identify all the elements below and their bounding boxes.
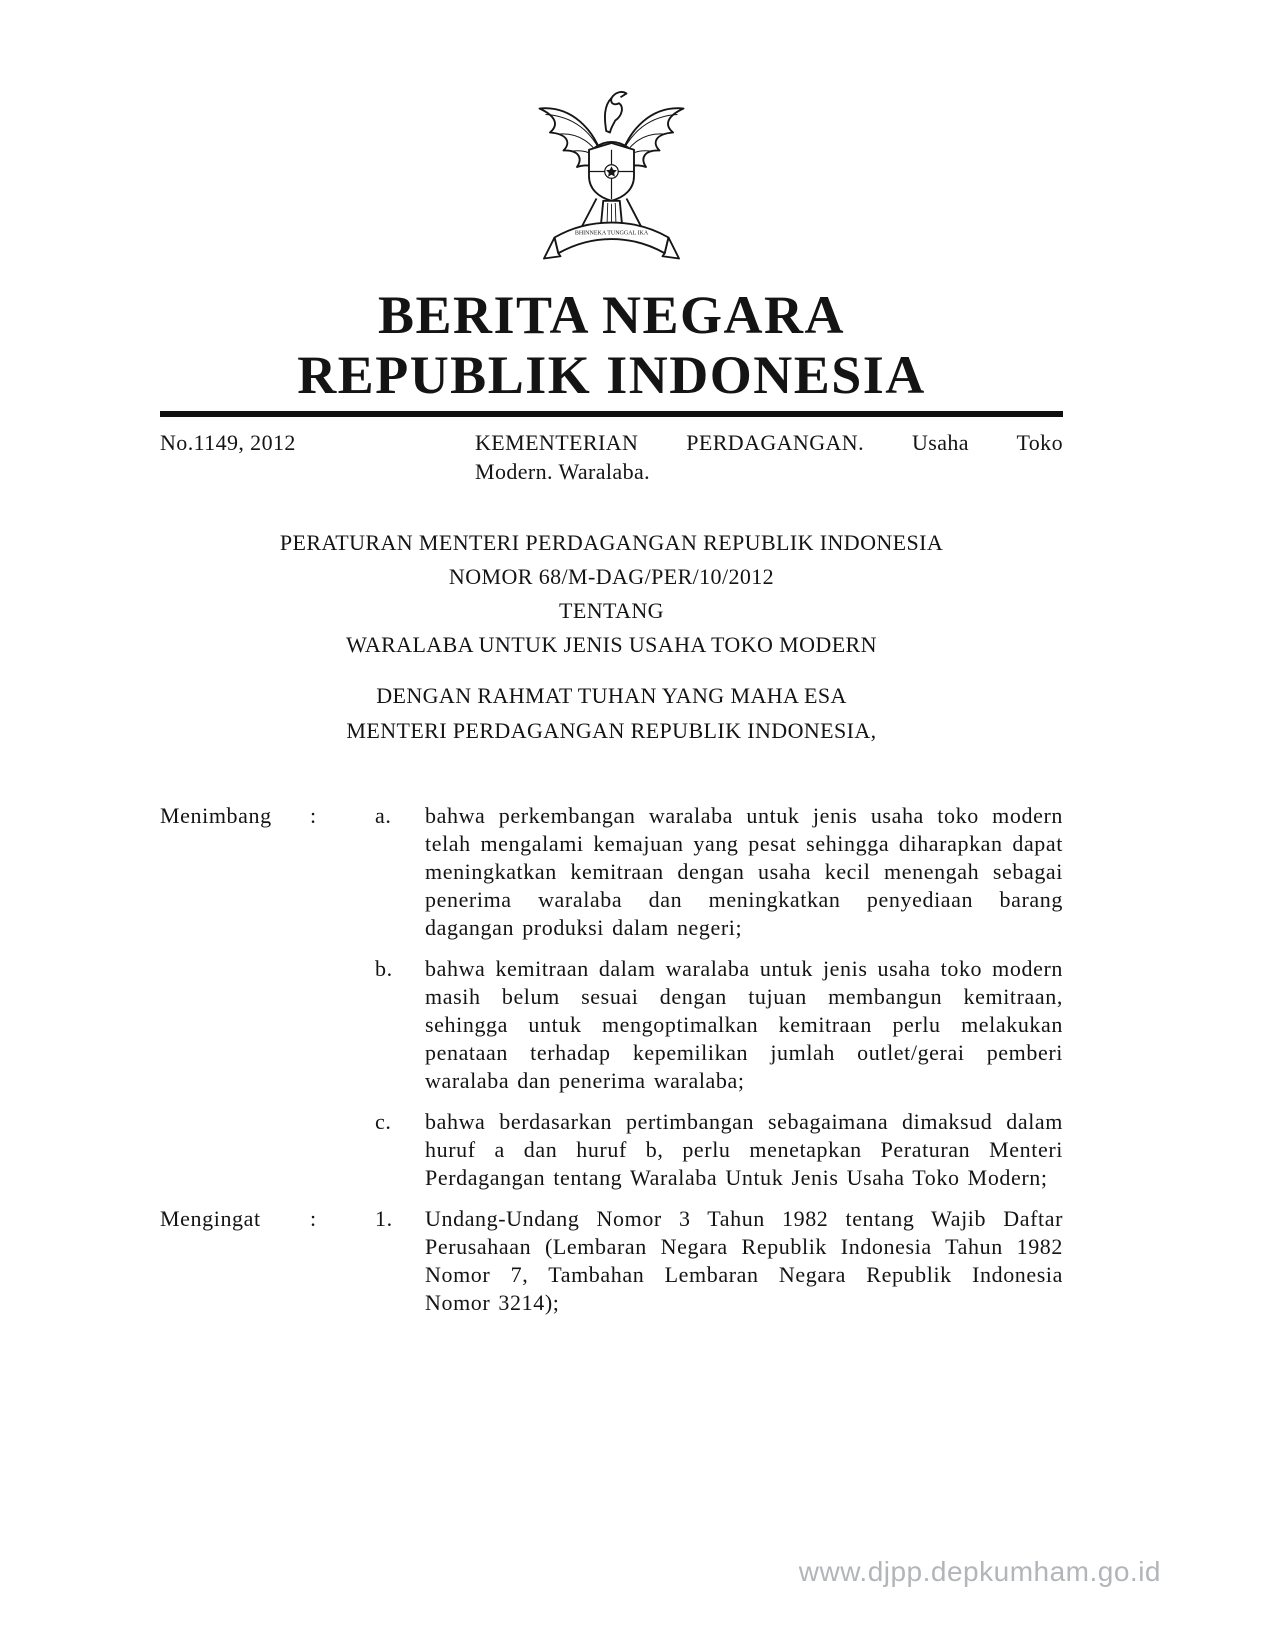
regulation-number-line: NOMOR 68/M-DAG/PER/10/2012: [448, 563, 775, 589]
gazette-title: [160, 286, 1063, 406]
garuda-pancasila-emblem: [160, 78, 1063, 274]
watermark: www.djpp.depkumham.go.id: [798, 1556, 1161, 1587]
label-spacer: [160, 955, 310, 1095]
mengingat-label: Mengingat: [160, 1205, 261, 1231]
invocation-line: DENGAN RAHMAT TUHAN YANG MAHA ESA: [376, 682, 847, 708]
menimbang-marker-c: c.: [375, 1108, 392, 1134]
menimbang-text-b: bahwa kemitraan dalam waralaba untuk jenis usaha toko modern masih belum sesuai dengan tujuan membangun kemitraan, sehingga untuk mengoptimalkan kemitraan perlu melakukan penataan terhadap kepemilikan jumlah outlet/gerai pemberi waralaba dan penerima waralaba;: [425, 955, 1063, 1093]
menimbang-colon: :: [310, 802, 317, 828]
mengingat-marker-1: 1.: [375, 1205, 393, 1231]
label-spacer: [160, 1108, 310, 1192]
colon-spacer: [310, 1108, 375, 1192]
issue-row: [160, 428, 1063, 486]
menimbang-label: Menimbang: [160, 802, 272, 828]
mengingat-colon: :: [310, 1205, 317, 1231]
regulation-title-block: [160, 526, 1063, 662]
menimbang-text-a: bahwa perkembangan waralaba untuk jenis usaha toko modern telah mengalami kemajuan yang pesat sehingga diharapkan dapat meningkatkan kemitraan dengan usaha kecil menengah sebagai penerima waralaba dan meningkatkan penyediaan barang dagangan produksi dalam negeri;: [425, 802, 1063, 940]
masthead: [160, 78, 1063, 486]
menimbang-marker-a: a.: [375, 802, 392, 828]
menimbang-item-b: [160, 955, 1063, 1095]
gazette-title-line-2: REPUBLIK INDONESIA: [297, 344, 926, 405]
issue-subject-line-2: Modern. Waralaba.: [475, 458, 651, 484]
page-content: [160, 0, 1063, 1330]
issue-number: No.1149, 2012: [160, 429, 296, 455]
emblem-motto: BHINNEKA TUNGGAL IKA: [574, 230, 649, 237]
menimbang-item-a: [160, 802, 1063, 942]
menimbang-marker-b: b.: [375, 955, 393, 981]
issue-subject-line-1: KEMENTERIAN PERDAGANGAN. Usaha Toko: [475, 429, 1063, 455]
mengingat-text-1: Undang-Undang Nomor 3 Tahun 1982 tentang Wajib Daftar Perusahaan (Lembaran Negara Republik Indonesia Tahun 1982 Nomor 7, Tambahan Lembaran Negara Republik Indonesia Nomor 3214);: [425, 1205, 1063, 1315]
gazette-title-line-1: BERITA NEGARA: [377, 285, 846, 345]
issue-subject: [475, 428, 1063, 486]
regulation-subject-line: WARALABA UNTUK JENIS USAHA TOKO MODERN: [346, 631, 877, 657]
garuda-emblem-drawing: [529, 78, 694, 274]
menimbang-item-c: [160, 1108, 1063, 1192]
menimbang-text-c: bahwa berdasarkan pertimbangan sebagaimana dimaksud dalam huruf a dan huruf b, perlu menetapkan Peraturan Menteri Perdagangan tentang Waralaba Untuk Jenis Usaha Toko Modern;: [425, 1108, 1063, 1190]
preamble: [160, 802, 1063, 1317]
invocation-block: [160, 678, 1063, 748]
colon-spacer: [310, 955, 375, 1095]
regulation-title-line: PERATURAN MENTERI PERDAGANGAN REPUBLIK INDONESIA: [279, 529, 944, 555]
regulation-tentang-line: TENTANG: [559, 597, 664, 623]
authority-line: MENTERI PERDAGANGAN REPUBLIK INDONESIA,: [346, 717, 877, 743]
mengingat-item-1: [160, 1205, 1063, 1317]
masthead-rule: [160, 411, 1063, 417]
